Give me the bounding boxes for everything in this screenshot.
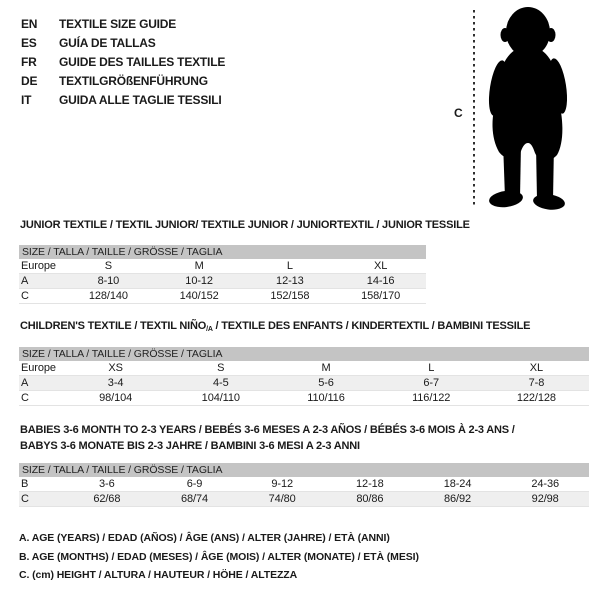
age-cell: 3-4	[107, 377, 124, 389]
lang-row-it	[21, 91, 225, 110]
age-cell: 8-10	[97, 275, 120, 287]
table-row-height	[19, 289, 426, 304]
age-cell: 6-7	[423, 377, 440, 389]
title-text: / TEXTILE DES ENFANTS / KINDERTEXTIL / BAMBINI TESSILE	[212, 320, 531, 332]
legend-line-c: C. (cm) HEIGHT / ALTURA / HAUTEUR / HÖHE / ALTEZZA	[19, 569, 298, 581]
babies-title-line1: BABIES 3-6 MONTH TO 2-3 YEARS / BEBÉS 3-6 MESES A 2-3 AÑOS / BÉBÉS 3-6 MOIS À 2-3 ANS /	[20, 424, 515, 436]
lang-row-de	[21, 72, 225, 91]
junior-size-table	[19, 245, 426, 304]
table-row-europe	[19, 361, 589, 376]
height-cell: 98/104	[99, 392, 133, 404]
lang-text: GUIDE DES TAILLES TEXTILE	[59, 55, 226, 69]
table-row-age	[19, 477, 589, 492]
age-cell: 10-12	[185, 275, 213, 287]
size-cell: XL	[373, 260, 388, 272]
babies-size-table	[19, 463, 589, 507]
height-cell: 62/68	[93, 493, 121, 505]
height-cell: 152/158	[270, 290, 310, 302]
size-cell: S	[217, 362, 225, 374]
height-cell: 74/80	[268, 493, 296, 505]
height-cell: 116/122	[412, 392, 451, 404]
lang-row-fr	[21, 53, 225, 72]
language-header	[21, 15, 225, 110]
table-row-height	[19, 492, 589, 507]
height-cell: 92/98	[531, 493, 559, 505]
age-cell: 14-16	[366, 275, 395, 287]
age-cell: 6-9	[186, 478, 203, 490]
size-cell: M	[321, 362, 331, 374]
lang-text: GUIDA ALLE TAGLIE TESSILI	[59, 93, 222, 107]
age-cell: 4-5	[213, 377, 229, 389]
size-header-bar: SIZE / TALLA / TAILLE / GRÖSSE / TAGLIA	[19, 463, 589, 477]
lang-text: TEXTILGRÖßENFÜHRUNG	[59, 74, 208, 88]
age-cell: 18-24	[443, 478, 472, 490]
age-cell: 12-13	[276, 275, 304, 287]
size-cell: L	[428, 362, 435, 374]
babies-title-line2: BABYS 3-6 MONATE BIS 2-3 JAHRE / BAMBINI 3-6 MESI A 2-3 ANNI	[20, 440, 360, 452]
size-cell: XL	[529, 362, 544, 374]
title-text: CHILDREN'S TEXTILE / TEXTIL NIÑO	[20, 320, 207, 332]
age-cell: 5-6	[318, 377, 334, 389]
age-cell: 12-18	[356, 478, 384, 490]
row-label: A	[21, 275, 29, 287]
height-cell: 104/110	[201, 392, 240, 404]
height-cell: 122/128	[516, 392, 556, 404]
size-cell: M	[194, 260, 204, 272]
size-cell: S	[104, 260, 112, 272]
lang-code: IT	[21, 93, 32, 107]
size-header-bar: SIZE / TALLA / TAILLE / GRÖSSE / TAGLIA	[19, 347, 589, 361]
age-cell: 24-36	[531, 478, 560, 490]
legend-line-a: A. AGE (YEARS) / EDAD (AÑOS) / ÂGE (ANS) / ALTER (JAHRE) / ETÀ (ANNI)	[19, 532, 390, 544]
title-subscript: /A	[206, 326, 213, 333]
lang-code: FR	[21, 55, 37, 69]
size-header-bar: SIZE / TALLA / TAILLE / GRÖSSE / TAGLIA	[19, 245, 426, 259]
row-label: A	[21, 377, 29, 389]
table-row-height	[19, 391, 589, 406]
table-row-age	[19, 274, 426, 289]
legend	[19, 529, 419, 585]
height-cell: 80/86	[356, 493, 384, 505]
height-cell: 128/140	[88, 290, 128, 302]
table-row-europe	[19, 259, 426, 274]
lang-row-en	[21, 15, 225, 34]
size-cell: XS	[108, 362, 123, 374]
height-cell: 68/74	[180, 493, 209, 505]
row-label: C	[21, 392, 29, 404]
age-cell: 7-8	[528, 377, 545, 389]
row-label: Europe	[21, 260, 56, 272]
babies-section-title	[20, 422, 580, 454]
height-cell: 158/170	[361, 290, 401, 302]
height-figure	[450, 2, 596, 212]
height-cell: 86/92	[444, 493, 472, 505]
lang-text: TEXTILE SIZE GUIDE	[59, 17, 177, 31]
height-label: C	[454, 106, 463, 120]
row-label: Europe	[21, 362, 56, 374]
lang-code: DE	[21, 74, 38, 88]
age-cell: 9-12	[271, 478, 293, 490]
size-cell: L	[286, 260, 293, 272]
lang-row-es	[21, 34, 225, 53]
row-label: B	[21, 478, 29, 490]
age-cell: 3-6	[99, 478, 115, 490]
height-cell: 110/116	[307, 392, 345, 404]
height-cell: 140/152	[179, 290, 219, 302]
children-section-title	[20, 318, 530, 338]
lang-text: GUÍA DE TALLAS	[59, 36, 156, 50]
row-label: C	[21, 290, 29, 302]
row-label: C	[21, 493, 29, 505]
table-row-age	[19, 376, 589, 391]
lang-code: ES	[21, 36, 37, 50]
lang-code: EN	[21, 17, 38, 31]
legend-line-b: B. AGE (MONTHS) / EDAD (MESES) / ÂGE (MOIS) / ALTER (MONATE) / ETÀ (MESI)	[19, 550, 419, 563]
junior-section-title: JUNIOR TEXTILE / TEXTIL JUNIOR/ TEXTILE JUNIOR / JUNIORTEXTIL / JUNIOR TESSILE	[20, 219, 470, 231]
children-size-table	[19, 347, 589, 406]
baby-silhouette-icon	[450, 2, 596, 212]
